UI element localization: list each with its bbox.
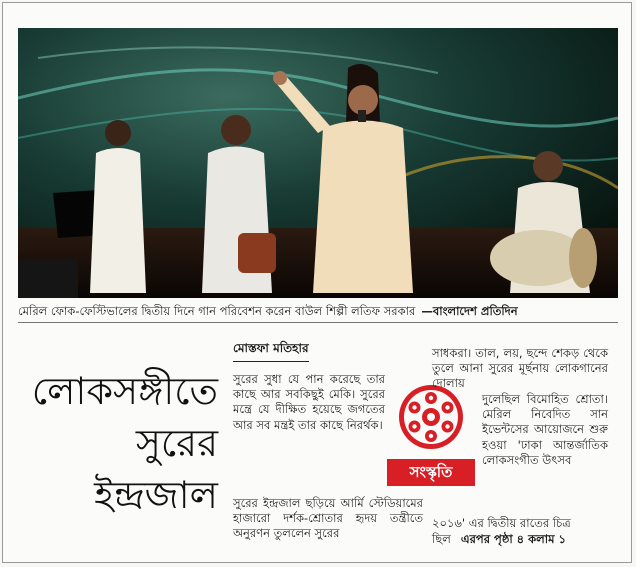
article-paragraph: সাধকরা। তাল, লয়, ছন্দে শেকড় থেকে তুলে আনা সুরের মূর্ছনায় লোকগানের দোলায় bbox=[432, 346, 608, 391]
article-column-right-top bbox=[432, 346, 608, 392]
caption-text: মেরিল ফোক-ফেস্টিভালের দ্বিতীয় দিনে গান পরিবেশন করেন বাউল শিল্পী লতিফ সরকার bbox=[18, 304, 416, 318]
article-column-right-year bbox=[432, 516, 608, 531]
article-column-right-end bbox=[432, 532, 608, 547]
section-logo bbox=[387, 376, 475, 486]
headline bbox=[20, 365, 218, 521]
byline: মোস্তফা মতিহার bbox=[233, 340, 309, 362]
article-paragraph: সুরের ইন্দ্রজাল ছড়িয়ে আর্মি স্টেডিয়ামের হাজারো দর্শক-শ্রোতার হৃদয় তন্ত্রীতে অনুরণন তুললেন সুরের bbox=[233, 496, 423, 541]
headline-line-2: সুরের bbox=[135, 421, 218, 465]
divider bbox=[18, 322, 618, 323]
concert-photo bbox=[18, 28, 618, 298]
section-label: সংস্কৃতি bbox=[387, 459, 475, 486]
article-column-left-bottom bbox=[233, 496, 423, 542]
article-column-right-middle bbox=[482, 392, 608, 468]
photo-credit: —বাংলাদেশ প্রতিদিন bbox=[421, 304, 518, 318]
continued-marker: এরপর পৃষ্ঠা ৪ কলাম ১ bbox=[460, 532, 566, 546]
article-paragraph: দুলেছিল বিমোহিত শ্রোতা। মেরিল নিবেদিত সান ইভেন্টসের আয়োজনে শুরু হওয়া 'ঢাকা আন্তর্জাতিক লোকসংগীত উৎসব bbox=[482, 392, 608, 467]
photo-caption bbox=[18, 303, 624, 319]
stage-photo-illustration bbox=[18, 28, 618, 298]
headline-line-1: লোকসঙ্গীতে bbox=[31, 369, 218, 413]
headline-line-3: ইন্দ্রজাল bbox=[94, 473, 218, 517]
article-paragraph: ২০১৬' এর দ্বিতীয় রাতের চিত্র bbox=[432, 516, 571, 530]
article-paragraph: সুরের সুধা যে পান করেছে তার কাছে আর সবকিছুই মেকি। সুরের মন্ত্রে যে দীক্ষিত হয়েছে জগতের আর সব মন্ত্রই তার কাছে নিরর্থক। bbox=[233, 372, 385, 432]
article-text-end: ছিল bbox=[432, 532, 451, 546]
article-column-left-top bbox=[233, 372, 385, 433]
